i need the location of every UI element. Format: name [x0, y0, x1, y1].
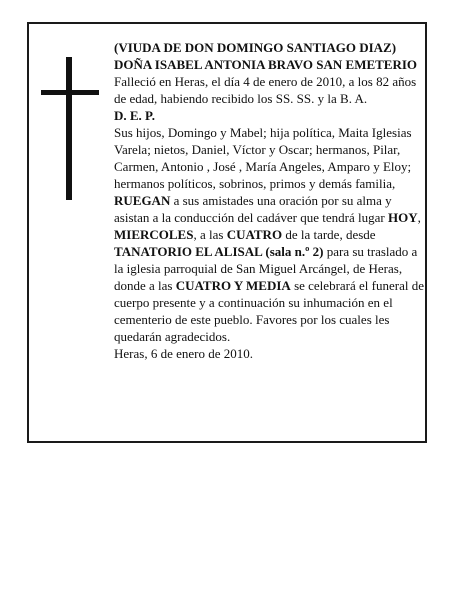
funeral-details: [114, 192, 424, 345]
cuatro-media-word: CUATRO Y MEDIA: [175, 278, 291, 293]
tanatorio-name: TANATORIO EL ALISAL (sala n.º 2): [114, 244, 324, 259]
family-list: Sus hijos, Domingo y Mabel; hija política, Maita Iglesias Varela; nietos, Daniel, Víctor y Oscar; hermanos, Pilar, Carmen, Antonio , José , María Angeles, Amparo y Eloy; hermanos políticos, sobrinos, primos y demás familia,: [114, 125, 412, 191]
a-las-text: , a las: [193, 227, 227, 242]
dep-line: D. E. P.: [114, 108, 156, 123]
ruegan-text: a sus amistades una oración por su alma y asistan a la conducción del cadáver que tendrá lugar: [114, 193, 392, 225]
cross-icon: [41, 57, 99, 200]
ruegan-word: RUEGAN: [114, 193, 171, 208]
death-statement: Falleció en Heras, el día 4 de enero de 2010, a los 82 años de edad, habiendo recibido los SS. SS. y la B. A.: [114, 74, 417, 106]
cross-horizontal-bar: [41, 90, 99, 95]
desde-text: de la tarde, desde: [282, 227, 376, 242]
notice-body: [114, 39, 424, 362]
miercoles-word: MIERCOLES: [114, 227, 194, 242]
hoy-word: HOY: [387, 210, 418, 225]
deceased-name: DOÑA ISABEL ANTONIA BRAVO SAN EMETERIO: [114, 57, 418, 72]
place-date: Heras, 6 de enero de 2010.: [114, 346, 253, 361]
cross-vertical-bar: [66, 57, 72, 200]
widow-line: (VIUDA DE DON DOMINGO SANTIAGO DIAZ): [114, 40, 397, 55]
comma-sep: ,: [417, 210, 421, 225]
traslado-text: para su traslado a la iglesia parroquial de San Miguel Arcángel, de Heras, donde a las: [114, 244, 418, 293]
obituary-notice: [27, 22, 427, 443]
funeral-text: se celebrará el funeral de cuerpo presente y a continuación su inhumación en el cementerio de este pueblo. Favores por los cuales les quedarán agradecidos.: [114, 278, 424, 344]
cuatro-word: CUATRO: [226, 227, 283, 242]
